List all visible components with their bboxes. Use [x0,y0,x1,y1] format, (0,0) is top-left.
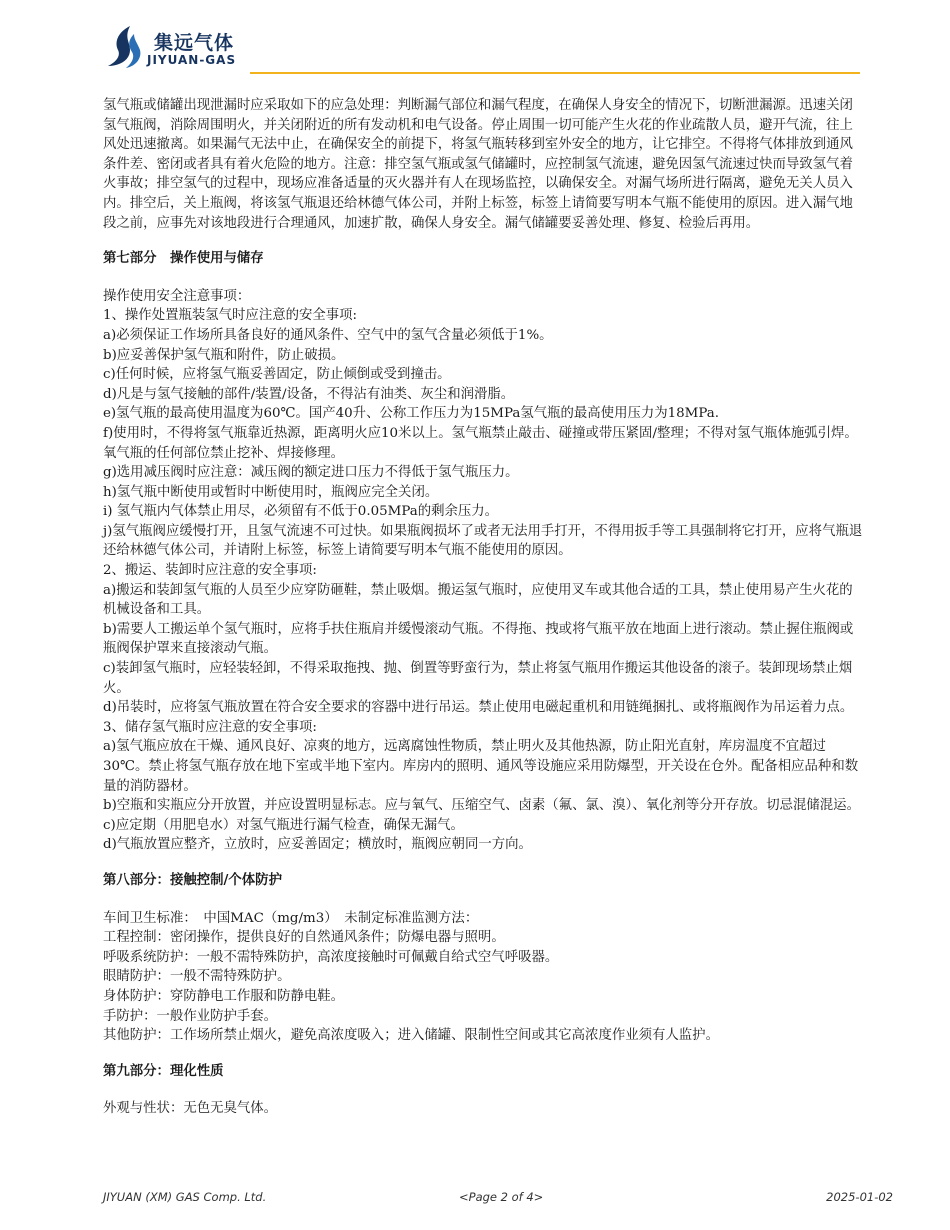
section-7-body [103,287,863,855]
section-8-line: 车间卫生标准： 中国MAC（mg/m3） 未制定标准监测方法： [103,910,479,926]
section-8-body [103,909,863,1046]
section-7-line: a)氢气瓶应放在干燥、通风良好、凉爽的地方，远离腐蚀性物质，禁止明火及其他热源，防止阳光直射，库房温度不宜超过30℃。禁止将氢气瓶存放在地下室或半地下室内。库房内的照明、通风等设施应采用防爆型，开关设在仓外。配备相应品种和数量的消防器材。 [103,739,859,794]
section-8-line: 工程控制：密闭操作，提供良好的自然通风条件；防爆电器与照明。 [103,930,505,946]
section-7-line: f)使用时，不得将氢气瓶靠近热源，距离明火应10米以上。氢气瓶禁止敲击、碰撞或带压紧固/整理；不得对氢气瓶体施弧引焊。氧气瓶的任何部位禁止挖补、焊接修理。 [103,425,858,461]
section-8-line: 呼吸系统防护：一般不需特殊防护，高浓度接触时可佩戴自给式空气呼吸器。 [103,949,559,965]
page-header [100,22,860,82]
section-7-line: 操作使用安全注意事项： [103,288,251,304]
section-7-line: e)氢气瓶的最高使用温度为60℃。国产40升、公称工作压力为15MPa氢气瓶的最高使用压力为18MPa. [103,406,720,422]
logo-chinese-name: 集远气体 [154,32,235,54]
section-7-line: 2、搬运、装卸时应注意的安全事项: [103,563,317,579]
section-8-line: 身体防护：穿防静电工作服和防静电鞋。 [103,988,345,1004]
logo-english-name: JIYUAN-GAS [147,53,237,67]
section-9-body [103,1099,863,1119]
footer-date: 2025-01-02 [826,1190,893,1204]
section-7-title: 第七部分 操作使用与储存 [103,251,264,267]
section-8-line: 眼睛防护：一般不需特殊防护。 [103,969,291,985]
section-7-line: b)需要人工搬运单个氢气瓶时，应将手扶住瓶肩并缓慢滚动气瓶。不得拖、拽或将气瓶平放在地面上进行滚动。禁止握住瓶阀或瓶阀保护罩来直接滚动气瓶。 [103,621,854,657]
section-7-line: i) 氢气瓶内气体禁止用尽，必须留有不低于0.05MPa的剩余压力。 [103,504,499,520]
section-7-line: g)选用减压阀时应注意：减压阀的额定进口压力不得低于氢气瓶压力。 [103,465,519,481]
section-9-line: 外观与性状：无色无臭气体。 [103,1101,278,1117]
section-8-line: 手防护：一般作业防护手套。 [103,1008,278,1024]
section-7-line: c)应定期（用肥皂水）对氢气瓶进行漏气检查，确保无漏气。 [103,817,464,833]
document-body [103,96,863,1119]
header-divider [250,72,860,74]
footer-company: JIYUAN (XM) GAS Comp. Ltd. [103,1190,267,1204]
section-8-title: 第八部分：接触控制/个体防护 [103,872,282,888]
section-7-line: j)氢气瓶阀应缓慢打开，且氢气流速不可过快。如果瓶阀损坏了或者无法用手打开，不得用扳手等工具强制将它打开，应将气瓶退还给林德气体公司，并请附上标签，标签上请简要写明本气瓶不能使用的原因。 [103,523,863,559]
section-7-line: 3、储存氢气瓶时应注意的安全事项: [103,719,317,735]
section-9-title: 第九部分：理化性质 [103,1063,224,1079]
section-7-line: b)应妥善保护氢气瓶和附件，防止破损。 [103,347,345,363]
section-7-line: d)吊装时，应将氢气瓶放置在符合安全要求的容器中进行吊运。禁止使用电磁起重机和用链绳捆扎、或将瓶阀作为吊运着力点。 [103,700,854,716]
intro-paragraph: 氢气瓶或储罐出现泄漏时应采取如下的应急处理：判断漏气部位和漏气程度，在确保人身安全的情况下，切断泄漏源。迅速关闭氢气瓶阀，消除周围明火，并关闭附近的所有发动机和电气设备。停止周围一切可能产生火花的作业疏散人员，避开气流，往上风处迅速撤离。如果漏气无法中止，在确保安全的前提下，将氢气瓶转移到室外安全的地方，让它排空。不得将气体排放到通风条件差、密闭或者具有着火危险的地方。注意：排空氢气瓶或氢气储罐时，应控制氢气流速，避免因氢气流速过快而导致氢气着火事故；排空氢气的过程中，现场应准备适量的灭火器并有人在现场监控，以确保安全。对漏气场所进行隔离，避免无关人员入内。排空后，关上瓶阀，将该氢气瓶退还给林德气体公司，并附上标签，标签上请简要写明本气瓶不能使用的原因。进入漏气地段之前，应事先对该地段进行合理通风，加速扩散，确保人身安全。漏气储罐要妥善处理、修复、检验后再用。 [103,98,853,231]
section-7-line: 1、操作处置瓶装氢气时应注意的安全事项: [103,308,358,324]
section-7-line: a)必须保证工作场所具备良好的通风条件、空气中的氢气含量必须低于1%。 [103,327,553,343]
jiyuan-logo-icon [104,24,146,70]
section-7-line: c)任何时候，应将氢气瓶妥善固定，防止倾倒或受到撞击。 [103,367,451,383]
section-7-line: d)凡是与氢气接触的部件/装置/设备，不得沾有油类、灰尘和润滑脂。 [103,386,515,402]
section-7-line: a)搬运和装卸氢气瓶的人员至少应穿防砸鞋，禁止吸烟。搬运氢气瓶时，应使用叉车或其他合适的工具，禁止使用易产生火花的机械设备和工具。 [103,582,853,618]
footer-page-number: <Page 2 of 4> [459,1190,544,1204]
section-7-line: h)氢气瓶中断使用或暂时中断使用时，瓶阀应完全关闭。 [103,484,439,500]
page-footer [103,1190,893,1208]
section-7-line: b)空瓶和实瓶应分开放置，并应设置明显标志。应与氧气、压缩空气、卤素（氟、氯、溴）、氧化剂等分开存放。切忌混储混运。 [103,798,860,814]
section-7-line: c)装卸氢气瓶时，应轻装轻卸，不得采取拖拽、抛、倒置等野蛮行为，禁止将氢气瓶用作搬运其他设备的滚子。装卸现场禁止烟火。 [103,661,853,696]
section-7-line: d)气瓶放置应整齐，立放时，应妥善固定；横放时，瓶阀应朝同一方向。 [103,837,532,853]
section-8-line: 其他防护：工作场所禁止烟火，避免高浓度吸入；进入储罐、限制性空间或其它高浓度作业须有人监护。 [103,1028,719,1044]
